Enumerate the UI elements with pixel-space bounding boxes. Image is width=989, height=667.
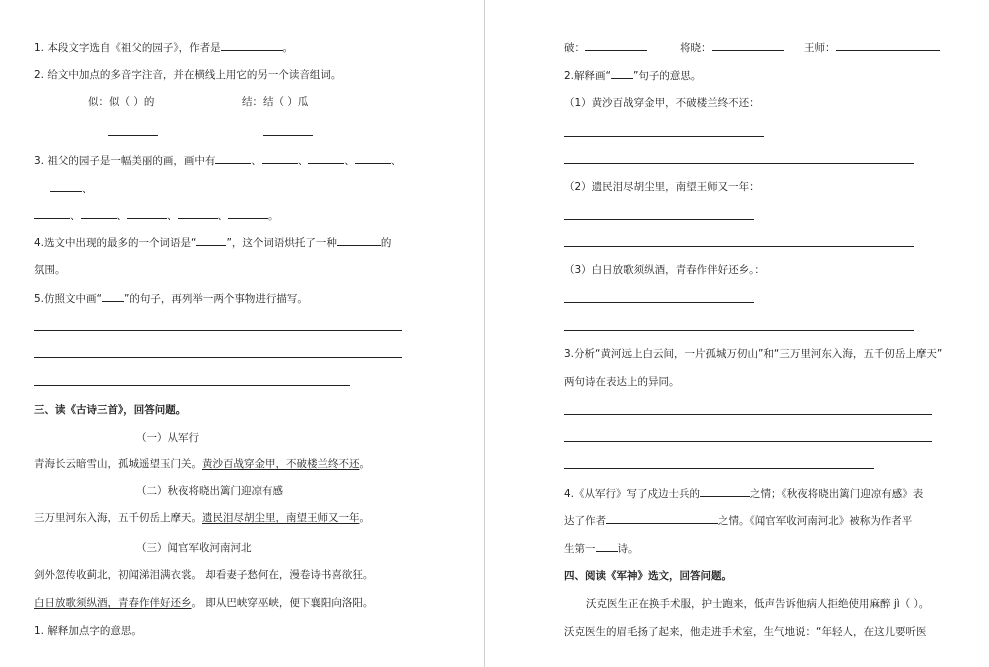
word-wangshi: 王师： bbox=[804, 40, 940, 55]
answer-line[interactable] bbox=[564, 414, 932, 415]
answer-line[interactable] bbox=[564, 163, 914, 164]
answer-blank[interactable] bbox=[836, 40, 940, 51]
question-1: 1. 本段文字选自《祖父的园子》，作者是 。 bbox=[34, 42, 294, 54]
passage-para-1: 沃克医生正在换手术服，护士跑来，低声告诉他病人拒绝使用麻醉 jì（ ）。 bbox=[586, 598, 930, 610]
answer-blank[interactable] bbox=[102, 291, 124, 302]
sentence-1: （1）黄沙百战穿金甲，不破楼兰终不还： bbox=[564, 97, 760, 109]
answer-blank[interactable] bbox=[34, 208, 70, 219]
word-jiangxiao: 将晓： bbox=[680, 40, 784, 55]
answer-line[interactable] bbox=[564, 330, 914, 331]
answer-line[interactable] bbox=[564, 136, 764, 137]
q2-si: 似：似（ ）的 bbox=[88, 96, 155, 108]
question-5: 5.仿照文中画“ ”的句子，再列举一两个事物进行描写。 bbox=[34, 293, 308, 305]
question-4: 4.选文中出现的最多的一个词语是“ ”，这个词语烘托了一种 的 bbox=[34, 237, 392, 249]
answer-line[interactable] bbox=[34, 357, 402, 358]
question-3-cont: 、 bbox=[50, 181, 93, 196]
question-3: 3. 祖父的园子是一幅美丽的画，画中有 、 、 、 、 bbox=[34, 155, 402, 167]
answer-line[interactable] bbox=[564, 246, 914, 247]
question-4-cont: 氛围。 bbox=[34, 264, 66, 276]
left-page bbox=[0, 0, 484, 667]
answer-blank[interactable] bbox=[221, 40, 283, 51]
answer-line[interactable] bbox=[108, 135, 158, 136]
passage-para-2: 沃克医生的眉毛扬了起来，他走进手术室，生气地说：“年轻人，在这儿要听医 bbox=[564, 626, 927, 638]
poem-3-line-2: 白日放歌须纵酒，青春作伴好还乡。 即从巴峡穿巫峡，便下襄阳向洛阳。 bbox=[34, 597, 374, 609]
question-4-feelings-cont: 达了作者 之情。《闻官军收河南河北》被称为作者平 bbox=[564, 515, 913, 527]
poem-1-text: 青海长云暗雪山，孤城遥望玉门关。黄沙百战穿金甲，不破楼兰终不还。 bbox=[34, 458, 370, 470]
answer-line[interactable] bbox=[564, 302, 754, 303]
question-3-compare-cont: 两句诗在表达上的异同。 bbox=[564, 376, 680, 388]
right-page bbox=[486, 0, 989, 667]
poem-2-text: 三万里河东入海，五千仞岳上摩天。遗民泪尽胡尘里，南望王师又一年。 bbox=[34, 512, 370, 524]
answer-blank[interactable] bbox=[196, 235, 226, 246]
question-4-feelings-end: 生第一 诗。 bbox=[564, 543, 639, 555]
answer-blank[interactable] bbox=[262, 153, 298, 164]
answer-line[interactable] bbox=[564, 468, 874, 469]
poem-1-title: （一）从军行 bbox=[136, 432, 199, 444]
answer-line[interactable] bbox=[34, 385, 350, 386]
page-divider bbox=[484, 0, 485, 667]
question-2: 2. 给文中加点的多音字注音，并在横线上用它的另一个读音组词。 bbox=[34, 69, 342, 81]
answer-blank[interactable] bbox=[585, 40, 647, 51]
answer-blank[interactable] bbox=[596, 541, 618, 552]
answer-blank[interactable] bbox=[81, 208, 117, 219]
poem-2-title: （二）秋夜将晓出篱门迎凉有感 bbox=[136, 485, 283, 497]
answer-blank[interactable] bbox=[611, 68, 633, 79]
answer-line[interactable] bbox=[263, 135, 313, 136]
answer-line[interactable] bbox=[564, 441, 932, 442]
question-4-feelings: 4.《从军行》写了戍边士兵的 之情；《秋夜将晓出篱门迎凉有感》表 bbox=[564, 488, 924, 500]
sentence-2: （2）遗民泪尽胡尘里，南望王师又一年： bbox=[564, 181, 760, 193]
question-2-explain: 2.解释画“ ”句子的意思。 bbox=[564, 70, 702, 82]
answer-line[interactable] bbox=[564, 219, 754, 220]
question-explain-words: 1. 解释加点字的意思。 bbox=[34, 625, 142, 637]
answer-blank[interactable] bbox=[127, 208, 167, 219]
answer-blank[interactable] bbox=[50, 181, 82, 192]
answer-blank[interactable] bbox=[228, 208, 268, 219]
question-3-cont2: 、 、 、 、 。 bbox=[34, 208, 279, 223]
answer-blank[interactable] bbox=[308, 153, 344, 164]
answer-blank[interactable] bbox=[215, 153, 251, 164]
answer-line[interactable] bbox=[34, 330, 402, 331]
answer-blank[interactable] bbox=[700, 486, 750, 497]
question-3-compare: 3.分析“黄河远上白云间，一片孤城万仞山”和“三万里河东入海，五千仞岳上摩天” bbox=[564, 348, 943, 360]
answer-blank[interactable] bbox=[337, 235, 381, 246]
answer-blank[interactable] bbox=[355, 153, 391, 164]
sentence-3: （3）白日放歌须纵酒，青春作伴好还乡。： bbox=[564, 264, 765, 276]
answer-blank[interactable] bbox=[606, 513, 718, 524]
poem-3-line-1: 剑外忽传收蓟北，初闻涕泪满衣裳。 却看妻子愁何在，漫卷诗书喜欲狂。 bbox=[34, 569, 374, 581]
answer-blank[interactable] bbox=[178, 208, 218, 219]
word-po: 破： bbox=[564, 40, 647, 55]
section-3-heading: 三、读《古诗三首》，回答问题。 bbox=[34, 404, 187, 416]
q2-jie: 结：结（ ）瓜 bbox=[242, 96, 309, 108]
answer-blank[interactable] bbox=[712, 40, 784, 51]
poem-3-title: （三）闻官军收河南河北 bbox=[136, 542, 252, 554]
section-4-heading: 四、阅读《军神》选文，回答问题。 bbox=[564, 570, 732, 582]
